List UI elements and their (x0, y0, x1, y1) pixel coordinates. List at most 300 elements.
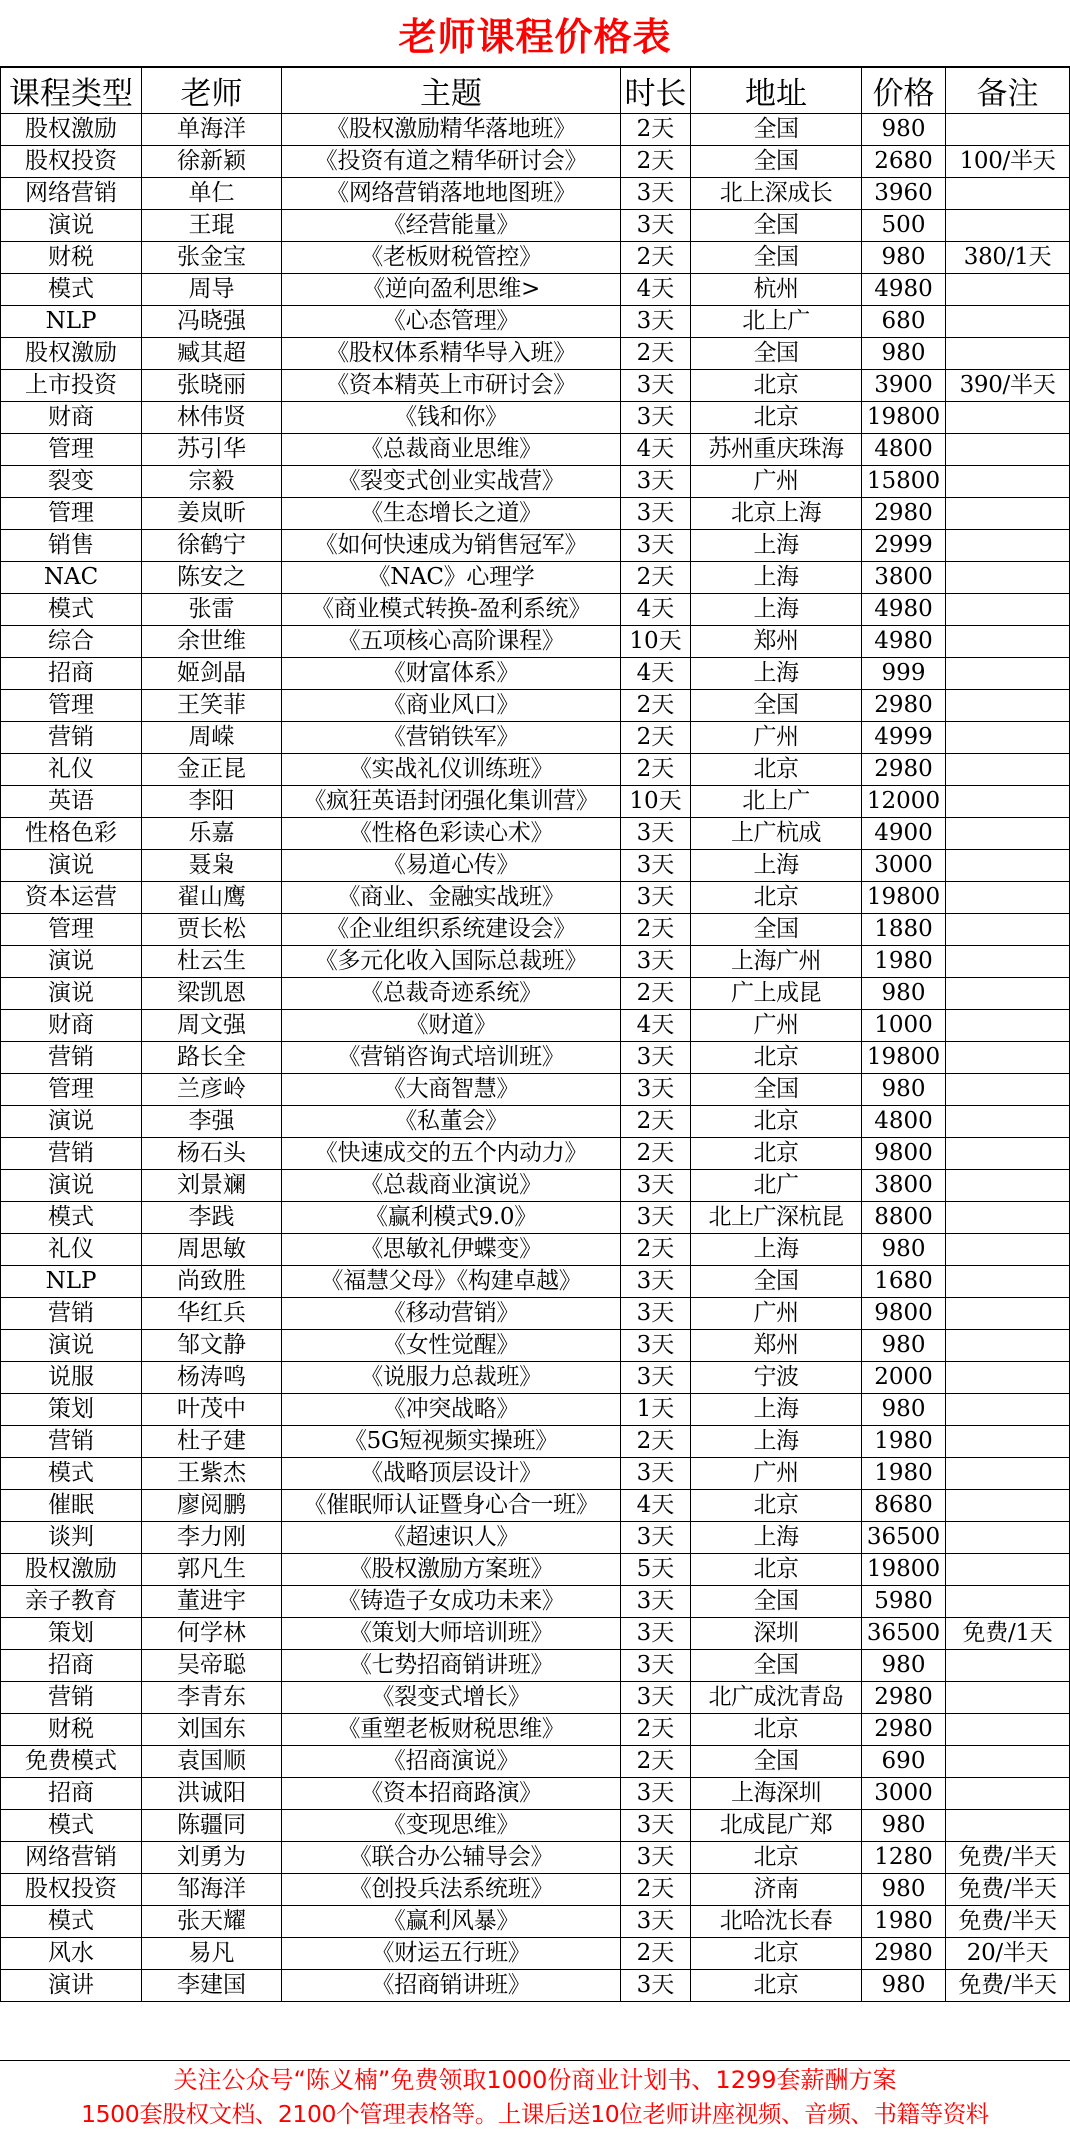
teacher-cell: 易凡 (142, 1938, 282, 1970)
price-cell: 8680 (862, 1490, 946, 1522)
duration-cell: 3天 (621, 1618, 691, 1650)
teacher-cell: 姜岚昕 (142, 498, 282, 530)
teacher-cell: 路长全 (142, 1042, 282, 1074)
duration-cell: 3天 (621, 1906, 691, 1938)
topic-cell: 《总裁奇迹系统》 (282, 978, 621, 1010)
address-cell: 上海 (691, 562, 862, 594)
note-cell (946, 1138, 1070, 1170)
table-row (1, 274, 1070, 306)
note-cell (946, 1170, 1070, 1202)
teacher-cell: 邹海洋 (142, 1874, 282, 1906)
address-cell: 北京 (691, 1554, 862, 1586)
course-type-cell: 股权激励 (1, 1554, 142, 1586)
duration-cell: 2天 (621, 1426, 691, 1458)
duration-cell: 3天 (621, 1266, 691, 1298)
price-cell: 1880 (862, 914, 946, 946)
address-cell: 全国 (691, 914, 862, 946)
note-cell (946, 1746, 1070, 1778)
address-cell: 北成昆广郑 (691, 1810, 862, 1842)
address-cell: 郑州 (691, 626, 862, 658)
duration-cell: 2天 (621, 690, 691, 722)
address-cell: 广上成昆 (691, 978, 862, 1010)
note-cell (946, 1682, 1070, 1714)
header-course-type: 课程类型 (1, 68, 142, 114)
note-cell (946, 178, 1070, 210)
teacher-cell: 杨石头 (142, 1138, 282, 1170)
price-cell: 2980 (862, 690, 946, 722)
price-cell: 500 (862, 210, 946, 242)
duration-cell: 2天 (621, 978, 691, 1010)
address-cell: 北上广 (691, 306, 862, 338)
address-cell: 北京 (691, 1714, 862, 1746)
course-type-cell: 演说 (1, 1106, 142, 1138)
price-cell: 980 (862, 1970, 946, 2002)
table-row (1, 1874, 1070, 1906)
note-cell (946, 1522, 1070, 1554)
teacher-cell: 徐鹤宁 (142, 530, 282, 562)
teacher-cell: 陈安之 (142, 562, 282, 594)
note-cell (946, 434, 1070, 466)
table-row (1, 914, 1070, 946)
note-cell: 390/半天 (946, 370, 1070, 402)
duration-cell: 2天 (621, 562, 691, 594)
address-cell: 北上广深杭昆 (691, 1202, 862, 1234)
topic-cell: 《福慧父母》《构建卓越》 (282, 1266, 621, 1298)
teacher-cell: 尚致胜 (142, 1266, 282, 1298)
table-row (1, 1938, 1070, 1970)
price-cell: 980 (862, 1234, 946, 1266)
duration-cell: 4天 (621, 594, 691, 626)
course-type-cell: 亲子教育 (1, 1586, 142, 1618)
address-cell: 上海 (691, 530, 862, 562)
teacher-cell: 张金宝 (142, 242, 282, 274)
price-cell: 980 (862, 114, 946, 146)
course-type-cell: 模式 (1, 594, 142, 626)
duration-cell: 2天 (621, 146, 691, 178)
note-cell (946, 1554, 1070, 1586)
address-cell: 全国 (691, 114, 862, 146)
page-title: 老师课程价格表 (398, 14, 672, 59)
topic-cell: 《生态增长之道》 (282, 498, 621, 530)
duration-cell: 2天 (621, 722, 691, 754)
course-type-cell: 管理 (1, 434, 142, 466)
note-cell: 免费/1天 (946, 1618, 1070, 1650)
topic-cell: 《联合办公辅导会》 (282, 1842, 621, 1874)
topic-cell: 《重塑老板财税思维》 (282, 1714, 621, 1746)
footer-notice (0, 2060, 1070, 2142)
price-cell: 8800 (862, 1202, 946, 1234)
price-cell: 3800 (862, 562, 946, 594)
teacher-cell: 吴帝聪 (142, 1650, 282, 1682)
table-row (1, 1074, 1070, 1106)
address-cell: 广州 (691, 1298, 862, 1330)
address-cell: 北京 (691, 1970, 862, 2002)
topic-cell: 《移动营销》 (282, 1298, 621, 1330)
course-type-cell: 模式 (1, 1906, 142, 1938)
teacher-cell: 杨涛鸣 (142, 1362, 282, 1394)
table-row (1, 1586, 1070, 1618)
table-row (1, 1170, 1070, 1202)
teacher-cell: 李阳 (142, 786, 282, 818)
topic-cell: 《性格色彩读心术》 (282, 818, 621, 850)
topic-cell: 《钱和你》 (282, 402, 621, 434)
course-type-cell: 财商 (1, 1010, 142, 1042)
table-row (1, 1778, 1070, 1810)
title-bar (0, 0, 1070, 67)
note-cell (946, 1106, 1070, 1138)
duration-cell: 2天 (621, 1106, 691, 1138)
address-cell: 上广杭成 (691, 818, 862, 850)
address-cell: 全国 (691, 338, 862, 370)
price-cell: 980 (862, 338, 946, 370)
table-row (1, 402, 1070, 434)
address-cell: 上海深圳 (691, 1778, 862, 1810)
address-cell: 北京 (691, 1106, 862, 1138)
table-row (1, 1202, 1070, 1234)
teacher-cell: 陈疆同 (142, 1810, 282, 1842)
note-cell (946, 562, 1070, 594)
topic-cell: 《总裁商业演说》 (282, 1170, 621, 1202)
topic-cell: 《快速成交的五个内动力》 (282, 1138, 621, 1170)
address-cell: 北广 (691, 1170, 862, 1202)
duration-cell: 3天 (621, 402, 691, 434)
teacher-cell: 翟山鹰 (142, 882, 282, 914)
teacher-cell: 单海洋 (142, 114, 282, 146)
note-cell (946, 274, 1070, 306)
teacher-cell: 周导 (142, 274, 282, 306)
note-cell (946, 882, 1070, 914)
note-cell (946, 978, 1070, 1010)
duration-cell: 2天 (621, 1874, 691, 1906)
topic-cell: 《总裁商业思维》 (282, 434, 621, 466)
note-cell (946, 1586, 1070, 1618)
course-type-cell: 财税 (1, 1714, 142, 1746)
duration-cell: 3天 (621, 210, 691, 242)
price-cell: 4800 (862, 1106, 946, 1138)
teacher-cell: 刘景斓 (142, 1170, 282, 1202)
duration-cell: 3天 (621, 882, 691, 914)
duration-cell: 2天 (621, 338, 691, 370)
teacher-cell: 刘国东 (142, 1714, 282, 1746)
duration-cell: 3天 (621, 370, 691, 402)
course-type-cell: 营销 (1, 1042, 142, 1074)
header-duration: 时长 (621, 68, 691, 114)
address-cell: 全国 (691, 690, 862, 722)
table-row (1, 146, 1070, 178)
address-cell: 北上深成长 (691, 178, 862, 210)
teacher-cell: 李践 (142, 1202, 282, 1234)
address-cell: 北京 (691, 370, 862, 402)
note-cell: 100/半天 (946, 146, 1070, 178)
topic-cell: 《策划大师培训班》 (282, 1618, 621, 1650)
teacher-cell: 周文强 (142, 1010, 282, 1042)
price-cell: 980 (862, 1650, 946, 1682)
table-row (1, 562, 1070, 594)
topic-cell: 《网络营销落地地图班》 (282, 178, 621, 210)
note-cell (946, 818, 1070, 850)
table-row (1, 434, 1070, 466)
note-cell (946, 402, 1070, 434)
header-topic: 主题 (282, 68, 621, 114)
teacher-cell: 张晓丽 (142, 370, 282, 402)
header-teacher: 老师 (142, 68, 282, 114)
address-cell: 全国 (691, 1586, 862, 1618)
address-cell: 北京 (691, 1842, 862, 1874)
teacher-cell: 杜云生 (142, 946, 282, 978)
teacher-cell: 华红兵 (142, 1298, 282, 1330)
duration-cell: 2天 (621, 1234, 691, 1266)
address-cell: 全国 (691, 1074, 862, 1106)
address-cell: 上海 (691, 1394, 862, 1426)
topic-cell: 《资本精英上市研讨会》 (282, 370, 621, 402)
duration-cell: 2天 (621, 114, 691, 146)
address-cell: 上海 (691, 1522, 862, 1554)
table-row (1, 1682, 1070, 1714)
table-row (1, 1266, 1070, 1298)
note-cell (946, 1426, 1070, 1458)
note-cell (946, 1266, 1070, 1298)
course-type-cell: 礼仪 (1, 754, 142, 786)
table-row (1, 306, 1070, 338)
note-cell (946, 786, 1070, 818)
course-type-cell: 演说 (1, 946, 142, 978)
duration-cell: 3天 (621, 850, 691, 882)
price-cell: 1280 (862, 1842, 946, 1874)
topic-cell: 《超速识人》 (282, 1522, 621, 1554)
topic-cell: 《投资有道之精华研讨会》 (282, 146, 621, 178)
topic-cell: 《裂变式创业实战营》 (282, 466, 621, 498)
address-cell: 北京 (691, 402, 862, 434)
price-cell: 1000 (862, 1010, 946, 1042)
note-cell (946, 114, 1070, 146)
price-cell: 3000 (862, 850, 946, 882)
note-cell (946, 1010, 1070, 1042)
duration-cell: 2天 (621, 1746, 691, 1778)
address-cell: 北京 (691, 1938, 862, 1970)
address-cell: 上海 (691, 850, 862, 882)
note-cell (946, 338, 1070, 370)
table-row (1, 1810, 1070, 1842)
topic-cell: 《大商智慧》 (282, 1074, 621, 1106)
topic-cell: 《招商演说》 (282, 1746, 621, 1778)
course-type-cell: 招商 (1, 1650, 142, 1682)
duration-cell: 3天 (621, 1202, 691, 1234)
table-row (1, 1714, 1070, 1746)
course-type-cell: 演说 (1, 1330, 142, 1362)
price-cell: 1980 (862, 1906, 946, 1938)
duration-cell: 3天 (621, 498, 691, 530)
duration-cell: 3天 (621, 1074, 691, 1106)
course-type-cell: 策划 (1, 1394, 142, 1426)
teacher-cell: 苏引华 (142, 434, 282, 466)
duration-cell: 3天 (621, 1778, 691, 1810)
table-row (1, 1522, 1070, 1554)
price-cell: 2680 (862, 146, 946, 178)
note-cell (946, 1714, 1070, 1746)
note-cell (946, 946, 1070, 978)
address-cell: 全国 (691, 1650, 862, 1682)
price-cell: 36500 (862, 1618, 946, 1650)
address-cell: 上海 (691, 658, 862, 690)
price-cell: 3800 (862, 1170, 946, 1202)
teacher-cell: 张天耀 (142, 1906, 282, 1938)
address-cell: 上海 (691, 1426, 862, 1458)
table-row (1, 882, 1070, 914)
duration-cell: 3天 (621, 1810, 691, 1842)
duration-cell: 3天 (621, 466, 691, 498)
duration-cell: 5天 (621, 1554, 691, 1586)
course-type-cell: 礼仪 (1, 1234, 142, 1266)
price-cell: 4980 (862, 626, 946, 658)
table-row (1, 946, 1070, 978)
address-cell: 济南 (691, 1874, 862, 1906)
price-cell: 1980 (862, 946, 946, 978)
table-row (1, 754, 1070, 786)
note-cell: 20/半天 (946, 1938, 1070, 1970)
teacher-cell: 王紫杰 (142, 1458, 282, 1490)
topic-cell: 《变现思维》 (282, 1810, 621, 1842)
note-cell (946, 1650, 1070, 1682)
table-row (1, 1618, 1070, 1650)
duration-cell: 3天 (621, 1362, 691, 1394)
teacher-cell: 金正昆 (142, 754, 282, 786)
teacher-cell: 贾长松 (142, 914, 282, 946)
teacher-cell: 杜子建 (142, 1426, 282, 1458)
topic-cell: 《商业、金融实战班》 (282, 882, 621, 914)
table-row (1, 594, 1070, 626)
note-cell (946, 850, 1070, 882)
topic-cell: 《如何快速成为销售冠军》 (282, 530, 621, 562)
footer-line-2: 1500套股权文档、2100个管理表格等。上课后送10位老师讲座视频、音频、书籍等资料 (81, 2100, 989, 2128)
duration-cell: 3天 (621, 530, 691, 562)
teacher-cell: 邹文静 (142, 1330, 282, 1362)
course-type-cell: 英语 (1, 786, 142, 818)
course-type-cell: 演说 (1, 1170, 142, 1202)
address-cell: 北京上海 (691, 498, 862, 530)
price-cell: 680 (862, 306, 946, 338)
table-row (1, 818, 1070, 850)
course-type-cell: 模式 (1, 1458, 142, 1490)
table-row (1, 1554, 1070, 1586)
teacher-cell: 臧其超 (142, 338, 282, 370)
course-type-cell: NLP (1, 306, 142, 338)
price-cell: 36500 (862, 1522, 946, 1554)
topic-cell: 《裂变式增长》 (282, 1682, 621, 1714)
footer-line-1: 关注公众号“陈义楠”免费领取1000份商业计划书、1299套薪酬方案 (173, 2066, 897, 2094)
table-row (1, 1106, 1070, 1138)
teacher-cell: 李建国 (142, 1970, 282, 2002)
course-type-cell: 演说 (1, 210, 142, 242)
teacher-cell: 洪诚阳 (142, 1778, 282, 1810)
price-cell: 2980 (862, 754, 946, 786)
topic-cell: 《女性觉醒》 (282, 1330, 621, 1362)
note-cell (946, 1490, 1070, 1522)
course-type-cell: 上市投资 (1, 370, 142, 402)
table-row (1, 1042, 1070, 1074)
course-type-cell: 营销 (1, 1298, 142, 1330)
address-cell: 北哈沈长春 (691, 1906, 862, 1938)
course-type-cell: 管理 (1, 1074, 142, 1106)
teacher-cell: 袁国顺 (142, 1746, 282, 1778)
price-cell: 980 (862, 1394, 946, 1426)
teacher-cell: 叶茂中 (142, 1394, 282, 1426)
topic-cell: 《创投兵法系统班》 (282, 1874, 621, 1906)
price-cell: 4999 (862, 722, 946, 754)
topic-cell: 《思敏礼伊蝶变》 (282, 1234, 621, 1266)
teacher-cell: 单仁 (142, 178, 282, 210)
table-row (1, 690, 1070, 722)
duration-cell: 2天 (621, 754, 691, 786)
topic-cell: 《营销铁军》 (282, 722, 621, 754)
price-cell: 980 (862, 1330, 946, 1362)
course-type-cell: 策划 (1, 1618, 142, 1650)
price-cell: 2999 (862, 530, 946, 562)
course-type-cell: 营销 (1, 1426, 142, 1458)
course-type-cell: 营销 (1, 1682, 142, 1714)
note-cell (946, 1234, 1070, 1266)
duration-cell: 3天 (621, 1170, 691, 1202)
teacher-cell: 刘勇为 (142, 1842, 282, 1874)
course-type-cell: 资本运营 (1, 882, 142, 914)
teacher-cell: 梁凯恩 (142, 978, 282, 1010)
course-type-cell: 风水 (1, 1938, 142, 1970)
table-row (1, 1362, 1070, 1394)
duration-cell: 2天 (621, 914, 691, 946)
address-cell: 广州 (691, 1010, 862, 1042)
course-type-cell: 性格色彩 (1, 818, 142, 850)
price-cell: 980 (862, 1810, 946, 1842)
teacher-cell: 周嵘 (142, 722, 282, 754)
table-body (1, 114, 1070, 2002)
note-cell (946, 210, 1070, 242)
price-cell: 19800 (862, 1554, 946, 1586)
course-type-cell: 网络营销 (1, 1842, 142, 1874)
note-cell (946, 1298, 1070, 1330)
topic-cell: 《股权体系精华导入班》 (282, 338, 621, 370)
course-type-cell: 股权投资 (1, 1874, 142, 1906)
price-cell: 2980 (862, 1682, 946, 1714)
course-type-cell: 模式 (1, 1810, 142, 1842)
teacher-cell: 余世维 (142, 626, 282, 658)
table-row (1, 370, 1070, 402)
course-type-cell: 演讲 (1, 1970, 142, 2002)
course-type-cell: 免费模式 (1, 1746, 142, 1778)
duration-cell: 2天 (621, 1938, 691, 1970)
teacher-cell: 聂枭 (142, 850, 282, 882)
table-row (1, 1842, 1070, 1874)
teacher-cell: 李强 (142, 1106, 282, 1138)
note-cell (946, 690, 1070, 722)
duration-cell: 10天 (621, 626, 691, 658)
address-cell: 广州 (691, 722, 862, 754)
table-row (1, 978, 1070, 1010)
topic-cell: 《催眠师认证暨身心合一班》 (282, 1490, 621, 1522)
table-row (1, 1298, 1070, 1330)
note-cell (946, 1330, 1070, 1362)
table-row (1, 178, 1070, 210)
teacher-cell: 周思敏 (142, 1234, 282, 1266)
address-cell: 上海广州 (691, 946, 862, 978)
table-row (1, 530, 1070, 562)
table-row (1, 1650, 1070, 1682)
course-type-cell: 综合 (1, 626, 142, 658)
price-cell: 4980 (862, 594, 946, 626)
teacher-cell: 董进宇 (142, 1586, 282, 1618)
address-cell: 北京 (691, 1138, 862, 1170)
table-row (1, 1330, 1070, 1362)
topic-cell: 《逆向盈利思维> (282, 274, 621, 306)
header-row (1, 68, 1070, 114)
